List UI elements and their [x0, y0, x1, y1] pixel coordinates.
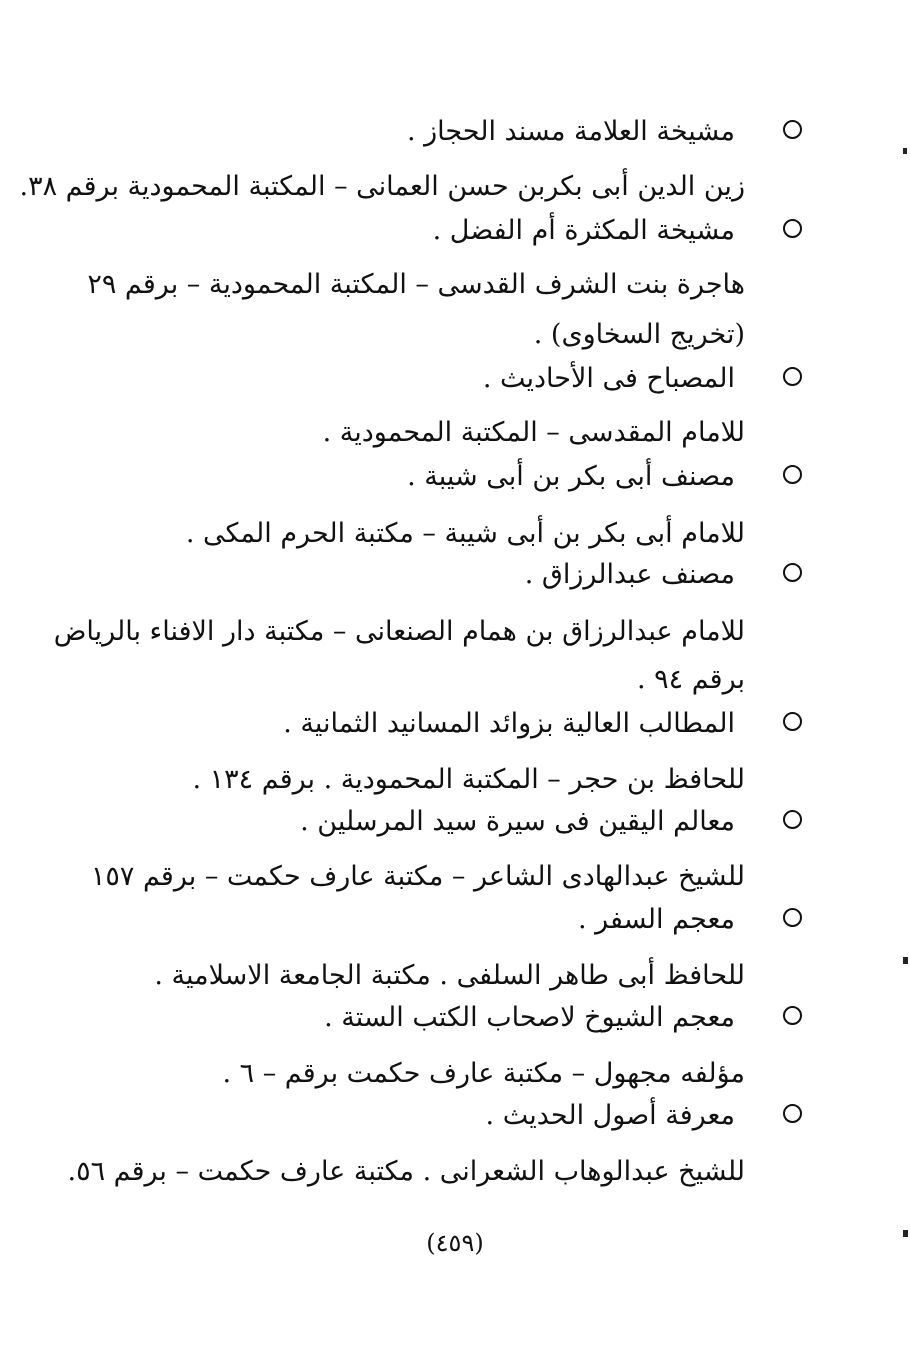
entry-title: معجم السفر .	[577, 904, 735, 935]
entry-detail: للشيخ عبدالوهاب الشعرانى . مكتبة عارف حكمت – برقم ٥٦.	[67, 1156, 745, 1187]
entry-detail: برقم ٩٤ .	[636, 664, 745, 695]
circle-bullet-icon	[783, 120, 802, 139]
entry-title: مشيخة العلامة مسند الحجاز .	[406, 116, 735, 147]
entry-title: معجم الشيوخ لاصحاب الكتب الستة .	[324, 1002, 735, 1033]
entry-detail: للامام أبى بكر بن أبى شيبة – مكتبة الحرم المكى .	[185, 518, 745, 549]
scan-speck	[903, 148, 907, 154]
circle-bullet-icon	[783, 1104, 802, 1123]
circle-bullet-icon	[783, 465, 802, 484]
entry-title: المصباح فى الأحاديث .	[482, 363, 735, 394]
entry-detail: زين الدين أبى بكربن حسن العمانى – المكتبة المحمودية برقم ٣٨.	[19, 171, 745, 202]
circle-bullet-icon	[783, 712, 802, 731]
entry-detail: للامام عبدالرزاق بن همام الصنعانى – مكتبة دار الافناء بالرياض	[53, 616, 745, 647]
page-number: (٤٥٩)	[426, 1229, 484, 1257]
circle-bullet-icon	[783, 908, 802, 927]
circle-bullet-icon	[783, 810, 802, 829]
entry-detail: (تخريج السخاوى) .	[533, 319, 745, 350]
circle-bullet-icon	[783, 367, 802, 386]
entry-detail: هاجرة بنت الشرف القدسى – المكتبة المحمودية – برقم ٢٩	[87, 269, 745, 300]
scan-speck	[903, 957, 908, 964]
entry-title: المطالب العالية بزوائد المسانيد الثمانية .	[283, 708, 735, 739]
entry-detail: للشيخ عبدالهادى الشاعر – مكتبة عارف حكمت – برقم ١٥٧	[90, 861, 745, 892]
scan-speck	[903, 1230, 908, 1237]
entry-title: مصنف أبى بكر بن أبى شيبة .	[407, 461, 735, 492]
entry-title: مشيخة المكثرة أم الفضل .	[432, 215, 735, 246]
circle-bullet-icon	[783, 1006, 802, 1025]
entry-title: مصنف عبدالرزاق .	[524, 559, 735, 590]
circle-bullet-icon	[783, 563, 802, 582]
entry-title: معرفة أصول الحديث .	[485, 1100, 735, 1131]
entry-detail: للامام المقدسى – المكتبة المحمودية .	[322, 417, 745, 448]
entry-detail: مؤلفه مجهول – مكتبة عارف حكمت برقم – ٦ .	[222, 1058, 745, 1089]
entry-detail: للحافظ بن حجر – المكتبة المحمودية . برقم ١٣٤ .	[192, 764, 745, 795]
circle-bullet-icon	[783, 219, 802, 238]
entry-title: معالم اليقين فى سيرة سيد المرسلين .	[300, 806, 735, 837]
entry-detail: للحافظ أبى طاهر السلفى . مكتبة الجامعة الاسلامية .	[154, 960, 745, 991]
